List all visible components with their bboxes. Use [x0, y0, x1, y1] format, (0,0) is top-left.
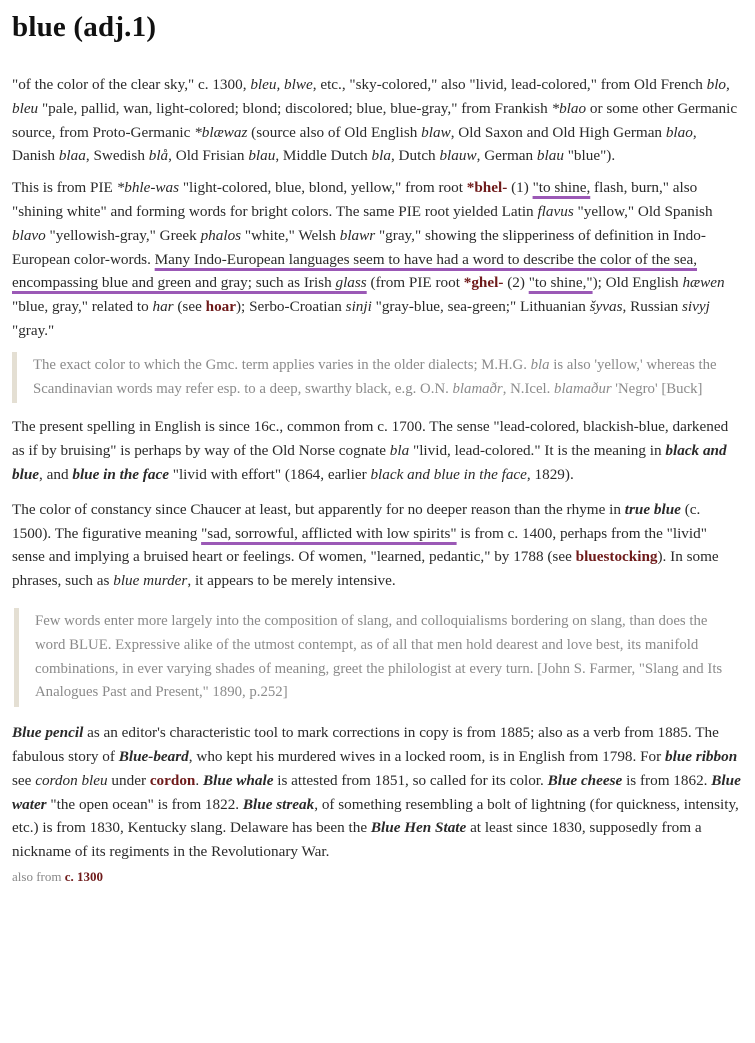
text: , of something resembling a bolt of lightning (for quickness, intensity, etc.) is from 1830, Kentucky slang. Delaware has been the	[12, 795, 739, 837]
text: "gray."	[12, 321, 55, 339]
text: "of the color of the clear sky," c. 1300,	[12, 76, 251, 93]
word-form: blavo	[12, 226, 46, 244]
text: , German	[476, 147, 537, 165]
text: (2)	[503, 274, 529, 292]
phrase: Blue Hen State	[370, 819, 467, 837]
text: is also 'yellow,' whereas the Scandinavian words may refer esp. to a deep, swarthy black, e.g. O.N.	[33, 356, 717, 397]
phrase: blue ribbon	[665, 747, 738, 765]
text: is from 1862.	[622, 771, 712, 789]
text: "yellow," Old Spanish	[573, 202, 713, 220]
word-form: har	[152, 298, 174, 316]
text: , and	[39, 465, 73, 483]
word-form: black and blue in the face	[370, 465, 527, 483]
text: see	[12, 771, 36, 789]
text: "pale, pallid, wan, light-colored; blond; discolored; blue, blue-gray," from Frankish	[38, 99, 552, 117]
word-form: bleu, blwe	[250, 76, 313, 93]
text: "livid with effort" (1864, earlier	[168, 465, 371, 483]
text: (source also of Old English	[247, 123, 422, 141]
word-form: phalos	[200, 226, 242, 244]
text: , Dutch	[390, 147, 440, 165]
word-form: blau	[536, 147, 564, 165]
word-form: blao	[665, 123, 693, 141]
word-form: flavus	[537, 202, 574, 220]
text: , Old Frisian	[168, 147, 249, 165]
highlighted-text: "to shine,"	[528, 274, 593, 292]
text: , N.Icel.	[502, 380, 555, 397]
text: "light-colored, blue, blond, yellow," from root	[179, 179, 467, 197]
quote-farmer	[14, 608, 741, 707]
word-form: blaw	[421, 123, 451, 141]
text: (c. 1500). The figurative meaning	[12, 500, 701, 542]
phrase: Blue water	[12, 771, 741, 813]
paragraph-pie-root	[12, 176, 741, 343]
text: , Middle Dutch	[275, 147, 372, 165]
word-form: bla	[530, 356, 550, 373]
text: , Old Saxon and Old High German	[450, 123, 666, 141]
text: , Swedish	[85, 147, 149, 165]
paragraph-phrases	[12, 721, 741, 864]
text: "the open ocean" is from 1822.	[46, 795, 243, 813]
word-form: sivyj	[682, 298, 710, 316]
text: "gray," showing the slipperiness of definition in Indo-European color-words.	[12, 226, 706, 268]
text: , it appears to be merely intensive.	[187, 572, 396, 590]
phrase: Blue pencil	[12, 724, 84, 742]
text: "gray-blue, sea-green;" Lithuanian	[371, 298, 590, 316]
highlighted-text: "to shine,	[532, 179, 591, 197]
word-form: cordon bleu	[35, 771, 108, 789]
text: "livid, lead-colored." It is the meaning in	[409, 442, 666, 460]
text: (1)	[507, 179, 533, 197]
phrase: Blue-beard	[118, 747, 189, 765]
word-form: *blao	[551, 99, 587, 117]
text: The exact color to which the Gmc. term applies varies in the older dialects; M.H.G.	[33, 356, 531, 373]
text: 'Negro' [Buck]	[611, 380, 703, 397]
word-form: *bhle-was	[116, 179, 180, 197]
text: This is from PIE	[12, 179, 117, 197]
word-form: blawr	[339, 226, 376, 244]
text: The color of constancy since Chaucer at least, but apparently for no deeper reason than the rhyme in	[12, 500, 625, 518]
highlighted-text: Many Indo-European languages seem to have had a word to describe the color of the sea, encompassing blue and green and gray; such as Irish	[12, 250, 698, 292]
text: ); Serbo-Croatian	[236, 298, 346, 316]
text: .	[195, 771, 203, 789]
phrase: Blue cheese	[547, 771, 623, 789]
entry-title: blue (adj.1)	[12, 11, 157, 43]
text: "yellowish-gray," Greek	[45, 226, 201, 244]
paragraph-origin	[12, 73, 741, 168]
text: "blue").	[563, 147, 616, 165]
text: (from PIE root	[366, 274, 464, 292]
phrase: true blue	[624, 500, 681, 518]
text: is attested from 1851, so called for its color.	[273, 771, 548, 789]
word-form: sinji	[345, 298, 372, 316]
also-from-label: also from	[12, 868, 65, 884]
word-form: *blæwaz	[194, 123, 248, 141]
crossref-link-ghel[interactable]: *ghel-	[463, 274, 504, 292]
paragraph-spelling	[12, 415, 741, 486]
text: , Russian	[622, 298, 683, 316]
word-form: hæwen	[682, 274, 725, 292]
word-form: šyvas	[589, 298, 623, 316]
text: "blue, gray," related to	[12, 298, 153, 316]
phrase: blue in the face	[72, 465, 169, 483]
highlighted-text: "sad, sorrowful, afflicted with low spirits"	[201, 524, 457, 542]
word-form: blamaður	[554, 380, 612, 397]
text: ). In some phrases, such as	[12, 548, 719, 590]
text: at least since 1830, supposedly from a nickname of its regiments in the Revolutionary War.	[12, 819, 702, 861]
word-form: blue murder	[113, 572, 188, 590]
crossref-link-hoar[interactable]: hoar	[205, 298, 236, 316]
date-link-c1300[interactable]: c. 1300	[64, 868, 103, 884]
word-form: blau	[248, 147, 276, 165]
text: Few words enter more largely into the composition of slang, and colloquialisms bordering on slang, than does the word BLUE. Expressive alike of the utmost contempt, as of all that men hold dearest and love best, its manifold combinations, in ever varying shades of meaning, greet the philologist at every turn. [John S. Farmer, "Slang and Its Analogues Past and Present," 1890, p.252]	[35, 612, 723, 701]
crossref-link-bhel[interactable]: *bhel-	[466, 179, 508, 197]
phrase: black and blue	[12, 442, 727, 483]
also-from-footer	[12, 865, 741, 889]
phrase: Blue whale	[202, 771, 274, 789]
text: , Danish	[12, 123, 697, 165]
word-form: bla	[389, 442, 410, 460]
text: The present spelling in English is since 16c., common from c. 1700. The sense "lead-colored, blackish-blue, darkened as if by bruising" is perhaps by way of the Old Norse cognate	[12, 418, 729, 460]
text: under	[107, 771, 150, 789]
word-form: blo, bleu	[12, 76, 730, 117]
paragraph-constancy	[12, 498, 741, 593]
crossref-link-bluestocking[interactable]: bluestocking	[575, 548, 658, 566]
word-form: blamaðr	[452, 380, 503, 397]
text: as an editor's characteristic tool to mark corrections in copy is from 1885; also as a verb from 1885. The fabulous story of	[12, 724, 719, 765]
text: (see	[173, 298, 206, 316]
word-form: bla	[371, 147, 391, 165]
text: or some other Germanic source, from Proto-Germanic	[12, 99, 738, 141]
text: , 1829).	[526, 465, 574, 483]
text: , etc., "sky-colored," also "livid, lead-colored," from Old French	[312, 76, 707, 93]
word-form: blauw	[439, 147, 477, 165]
text: flash, burn," also "shining white" and forming words for bright colors. The same PIE root yielded Latin	[12, 179, 698, 220]
highlighted-word-form: glass	[335, 274, 367, 292]
phrase: Blue streak	[242, 795, 315, 813]
text: ); Old English	[592, 274, 683, 292]
text: , who kept his murdered wives in a locked room, is in English from 1798. For	[188, 747, 665, 765]
crossref-link-cordon[interactable]: cordon	[149, 771, 196, 789]
quote-buck	[12, 352, 741, 404]
text: "white," Welsh	[241, 226, 340, 244]
text: is from c. 1400, perhaps from the "livid" sense and implying a bruised heart or feelings. Of women, "learned, pedantic," by 1788 (see	[12, 524, 707, 566]
word-form: blå	[148, 147, 169, 165]
word-form: blaa	[58, 147, 86, 165]
